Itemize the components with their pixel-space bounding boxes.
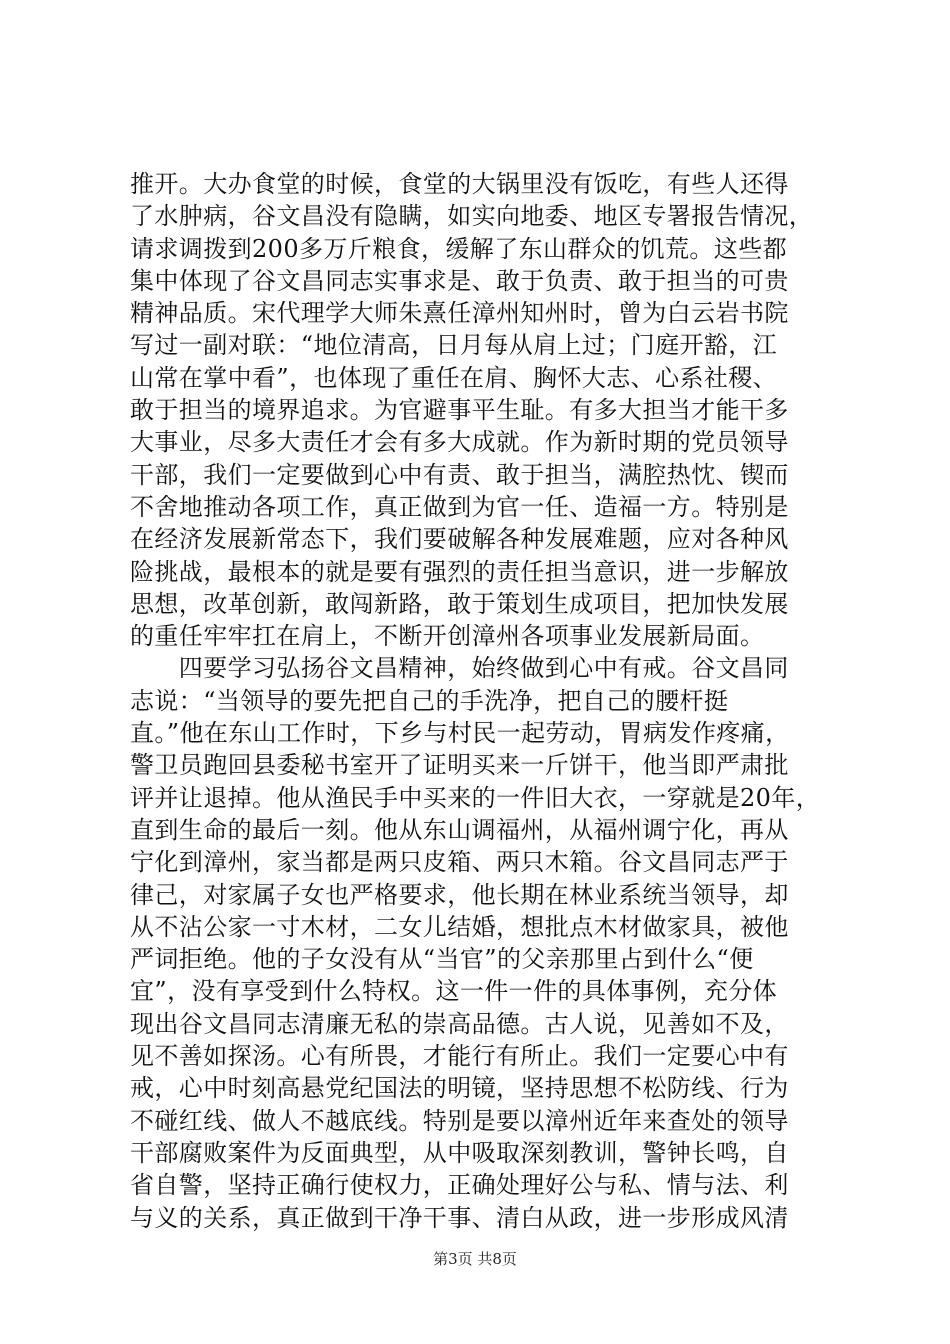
- text-line: 推开。大办食堂的时候，食堂的大锅里没有饭吃，有些人还得: [130, 170, 789, 198]
- page-footer: 第3页 共8页: [433, 1250, 517, 1268]
- text-line: 志说：“当领导的要先把自己的手洗净，把自己的腰杆挺: [130, 686, 729, 715]
- text-line: 山常在掌中看”，也体现了重任在肩、胸怀大志、心系社稷、: [130, 363, 778, 392]
- text-line: 直到生命的最后一刻。他从东山调福州，从福州调宁化，再从: [130, 815, 789, 844]
- text-line: 干部腐败案件为反面典型，从中吸取深刻教训，警钟长鸣，自: [130, 1138, 789, 1167]
- text-line: 干部，我们一定要做到心中有责、敢于担当，满腔热忱、锲而: [130, 460, 789, 489]
- text-line: 评并让退掉。他从渔民手中买来的一件旧大衣，一穿就是20年，: [130, 783, 821, 812]
- text-line: 了水肿病，谷文昌没有隐瞒，如实向地委、地区专署报告情况，: [130, 202, 814, 231]
- text-line: 警卫员跑回县委秘书室开了证明买来一斤饼干，他当即严肃批: [130, 751, 789, 780]
- text-line: 请求调拨到200多万斤粮食，缓解了东山群众的饥荒。这些都: [130, 234, 788, 263]
- text-line: 严词拒绝。他的子女没有从“当官”的父亲那里占到什么“便: [130, 945, 754, 974]
- text-line: 大事业，尽多大责任才会有多大成就。作为新时期的党员领导: [130, 428, 789, 457]
- text-line: 不舍地推动各项工作，真正做到为官一任、造福一方。特别是: [130, 492, 789, 521]
- text-line: 宜”，没有享受到什么特权。这一件一件的具体事例，充分体: [130, 977, 778, 1006]
- text-line: 在经济发展新常态下，我们要破解各种发展难题，应对各种风: [130, 525, 789, 554]
- text-line: 律己，对家属子女也严格要求，他长期在林业系统当领导，却: [130, 880, 789, 909]
- text-line: 现出谷文昌同志清廉无私的崇高品德。古人说，见善如不及，: [130, 1009, 789, 1038]
- text-line: 写过一副对联：“地位清高，日月每从肩上过；门庭开豁，江: [130, 331, 778, 360]
- text-line: 见不善如探汤。心有所畏，才能行有所止。我们一定要心中有: [130, 1042, 789, 1071]
- text-line: 戒，心中时刻高悬党纪国法的明镜，坚持思想不松防线、行为: [130, 1074, 789, 1103]
- text-line: 敢于担当的境界追求。为官避事平生耻。有多大担当才能干多: [130, 396, 789, 425]
- text-line: 不碰红线、做人不越底线。特别是要以漳州近年来查处的领导: [130, 1106, 789, 1135]
- text-line: 险挑战，最根本的就是要有强烈的责任担当意识，进一步解放: [130, 557, 789, 586]
- text-line: 宁化到漳州，家当都是两只皮箱、两只木箱。谷文昌同志严于: [130, 848, 789, 877]
- text-line: 从不沾公家一寸木材，二女儿结婚，想批点木材做家具，被他: [130, 912, 789, 941]
- text-line: 四要学习弘扬谷文昌精神，始终做到心中有戒。谷文昌同: [130, 654, 789, 683]
- text-line: 的重任牢牢扛在肩上，不断开创漳州各项事业发展新局面。: [130, 622, 765, 651]
- text-line: 集中体现了谷文昌同志实事求是、敢于负责、敢于担当的可贵: [130, 266, 789, 295]
- body-text: [130, 168, 830, 1234]
- text-line: 精神品质。宋代理学大师朱熹任漳州知州时，曾为白云岩书院: [130, 299, 789, 328]
- text-line: 直。”他在东山工作时，下乡与村民一起劳动，胃病发作疼痛，: [130, 719, 790, 748]
- text-line: 与义的关系，真正做到干净干事、清白从政，进一步形成风清: [130, 1203, 789, 1232]
- text-line: 思想，改革创新，敢闯新路，敢于策划生成项目，把加快发展: [130, 589, 789, 618]
- text-line: 省自警，坚持正确行使权力，正确处理好公与私、情与法、利: [130, 1171, 789, 1200]
